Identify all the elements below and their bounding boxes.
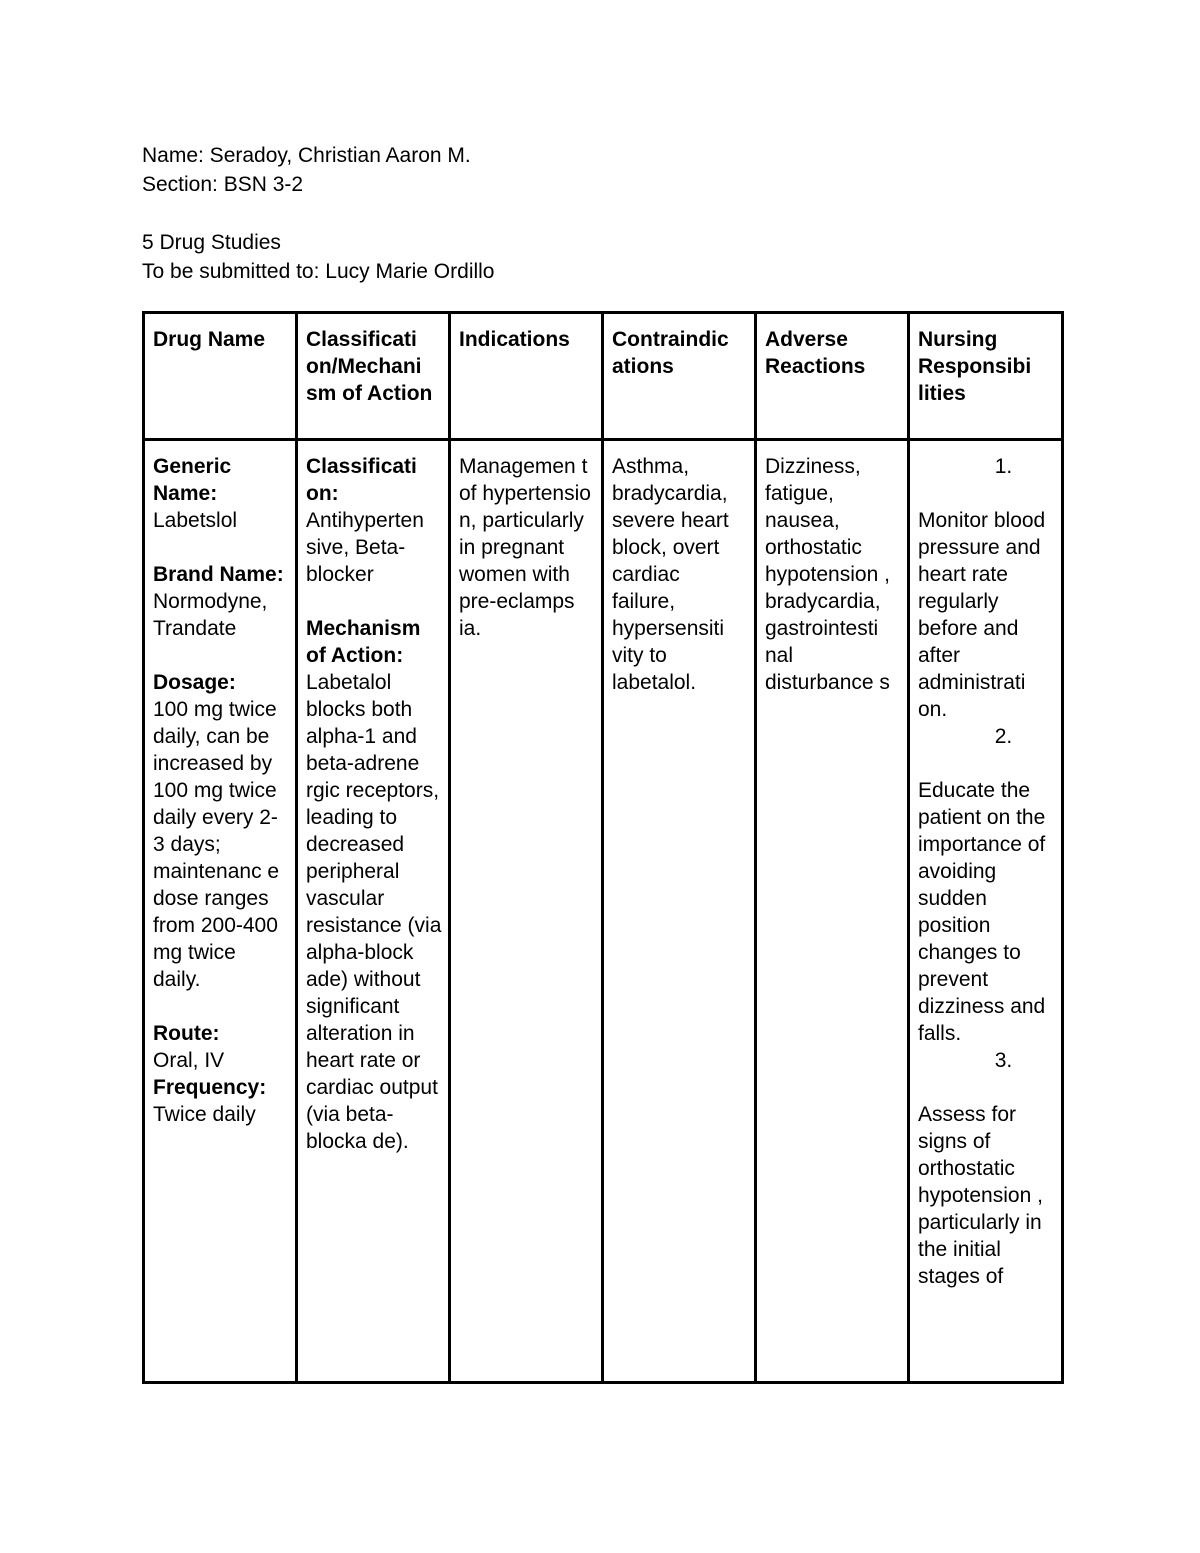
nursing-item-text: Monitor blood pressure and heart rate regularly before and after administrati on. bbox=[918, 509, 1046, 721]
col-header-drug-name: Drug Name bbox=[144, 313, 297, 440]
col-header-contraindications: Contraindic ations bbox=[603, 313, 756, 440]
frequency-value: Twice daily bbox=[153, 1103, 256, 1126]
col-header-nursing-responsibilities: Nursing Responsibi lities bbox=[909, 313, 1063, 440]
cell-contraindications: Asthma, bradycardia, severe heart block, overt cardiac failure, hypersensiti vity to labetalol. bbox=[603, 440, 756, 1383]
nursing-item-number: 1. bbox=[994, 455, 1013, 478]
cell-indications: Managemen t of hypertensio n, particularly in pregnant women with pre-eclamps ia. bbox=[450, 440, 603, 1383]
col-header-adverse-reactions: Adverse Reactions bbox=[756, 313, 909, 440]
frequency-label: Frequency: bbox=[153, 1076, 267, 1099]
student-name: Name: Seradoy, Christian Aaron M. bbox=[142, 144, 471, 167]
col-header-classification: Classificati on/Mechani sm of Action bbox=[297, 313, 450, 440]
cell-classification bbox=[297, 440, 450, 1383]
brand-name-label: Brand Name: bbox=[153, 563, 284, 586]
table-row bbox=[144, 440, 1063, 1383]
mechanism-value: Labetalol blocks both alpha-1 and beta-adrene rgic receptors, leading to decreased peripheral vascular resistance (via alpha-block ade) without significant alteration in heart rate or cardiac output (via beta-blocka de). bbox=[306, 671, 442, 1153]
brand-name-value: Normodyne, Trandate bbox=[153, 590, 268, 640]
classification-value: Antihyperten sive, Beta-blocker bbox=[306, 509, 424, 586]
document-header bbox=[142, 141, 495, 286]
cell-adverse-reactions: Dizziness, fatigue, nausea, orthostatic hypotension , bradycardia, gastrointesti nal disturbance s bbox=[756, 440, 909, 1383]
classification-label: Classificati on: bbox=[306, 455, 417, 505]
route-label: Route: bbox=[153, 1022, 220, 1045]
dosage-label: Dosage: bbox=[153, 671, 236, 694]
generic-name-label: Generic Name: bbox=[153, 455, 232, 505]
nursing-item-number: 2. bbox=[994, 725, 1013, 748]
cell-nursing-responsibilities bbox=[909, 440, 1063, 1383]
dosage-value: 100 mg twice daily, can be increased by 100 mg twice daily every 2-3 days; maintenanc e dose ranges from 200-400 mg twice daily. bbox=[153, 698, 280, 991]
nursing-item-text: Educate the patient on the importance of avoiding sudden position changes to prevent dizziness and falls. bbox=[918, 779, 1046, 1045]
nursing-item-number: 3. bbox=[994, 1049, 1013, 1072]
nursing-item-text: Assess for signs of orthostatic hypotension , particularly in the initial stages of bbox=[918, 1103, 1043, 1288]
mechanism-label: Mechanism of Action: bbox=[306, 617, 421, 667]
document-title: 5 Drug Studies bbox=[142, 231, 281, 254]
drug-study-table bbox=[142, 311, 1064, 1384]
route-value: Oral, IV bbox=[153, 1049, 225, 1072]
student-section: Section: BSN 3-2 bbox=[142, 173, 304, 196]
table-header-row bbox=[144, 313, 1063, 440]
generic-name-value: Labetslol bbox=[153, 509, 238, 532]
col-header-indications: Indications bbox=[450, 313, 603, 440]
cell-drug-name bbox=[144, 440, 297, 1383]
submitted-to: To be submitted to: Lucy Marie Ordillo bbox=[142, 260, 495, 283]
